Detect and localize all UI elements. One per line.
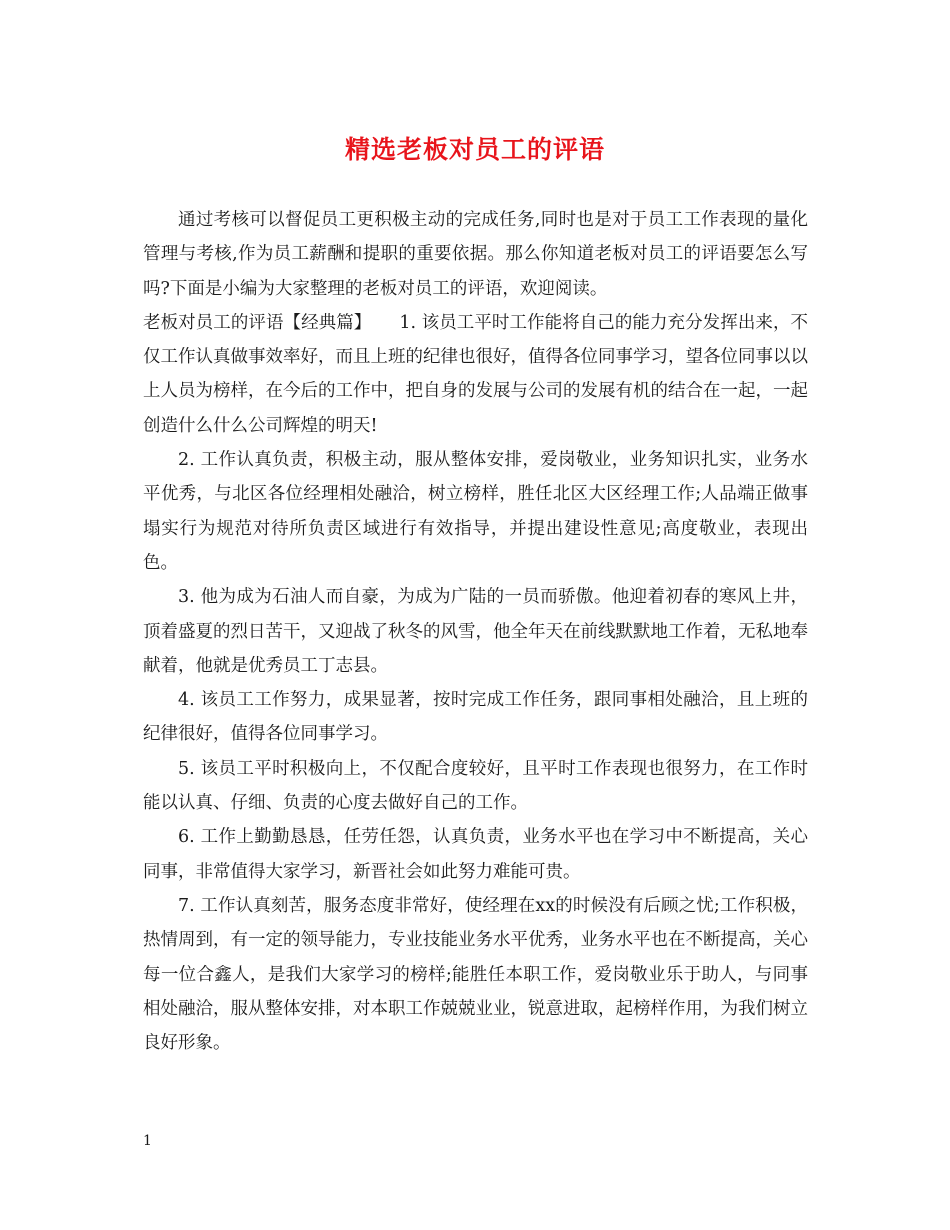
list-item: 5. 该员工平时积极向上，不仅配合度较好，且平时工作表现也很努力，在工作时能以认真、仔细、负责的心度去做好自己的工作。 <box>143 758 808 814</box>
list-item: 2. 工作认真负责，积极主动，服从整体安排，爱岗敬业，业务知识扎实，业务水平优秀，与北区各位经理相处融洽，树立榜样，胜任北区大区经理工作;人品端正做事塌实行为规范对待所负责区域进行有效指导，并提出建设性意见;高度敬业，表现出色。 <box>143 450 808 573</box>
page-number: 1 <box>143 1133 152 1149</box>
document-body <box>143 203 808 1060</box>
list-item: 3. 他为成为石油人而自豪，为成为广陆的一员而骄傲。他迎着初春的寒风上井，顶着盛夏的烈日苦干，又迎战了秋冬的风雪，他全年天在前线默默地工作着，无私地奉献着，他就是优秀员工丁志县。 <box>143 587 808 676</box>
document-title: 精选老板对员工的评语 <box>344 135 605 164</box>
list-item: 4. 该员工工作努力，成果显著，按时完成工作任务，跟同事相处融洽，且上班的纪律很好，值得各位同事学习。 <box>143 690 808 745</box>
list-item: 6. 工作上勤勤恳恳，任劳任怨，认真负责，业务水平也在学习中不断提高，关心同事，非常值得大家学习，新晋社会如此努力难能可贵。 <box>143 827 808 882</box>
list-item: 7. 工作认真刻苦，服务态度非常好，使经理在xx的时候没有后顾之忧;工作积极，热情周到，有一定的领导能力，专业技能业务水平优秀，业务水平也在不断提高，关心每一位合鑫人，是我们大家学习的榜样;能胜任本职工作，爱岗敬业乐于助人，与同事相处融洽，服从整体安排，对本职工作兢兢业业，锐意进取，起榜样作用，为我们树立良好形象。 <box>143 895 808 1054</box>
intro-paragraph: 通过考核可以督促员工更积极主动的完成任务,同时也是对于员工工作表现的量化管理与考核,作为员工薪酬和提职的重要依据。那么你知道老板对员工的评语要怎么写吗?下面是小编为大家整理的老板对员工的评语，欢迎阅读。 <box>143 210 808 299</box>
section-paragraph <box>143 306 808 443</box>
list-item: 1. 该员工平时工作能将自己的能力充分发挥出来，不仅工作认真做事效率好，而且上班的纪律也很好，值得各位同事学习，望各位同事以以上人员为榜样，在今后的工作中，把自身的发展与公司的发展有机的结合在一起，一起创造什么什么公司辉煌的明天! <box>143 312 809 436</box>
section-heading: 老板对员工的评语【经典篇】 <box>143 312 372 333</box>
